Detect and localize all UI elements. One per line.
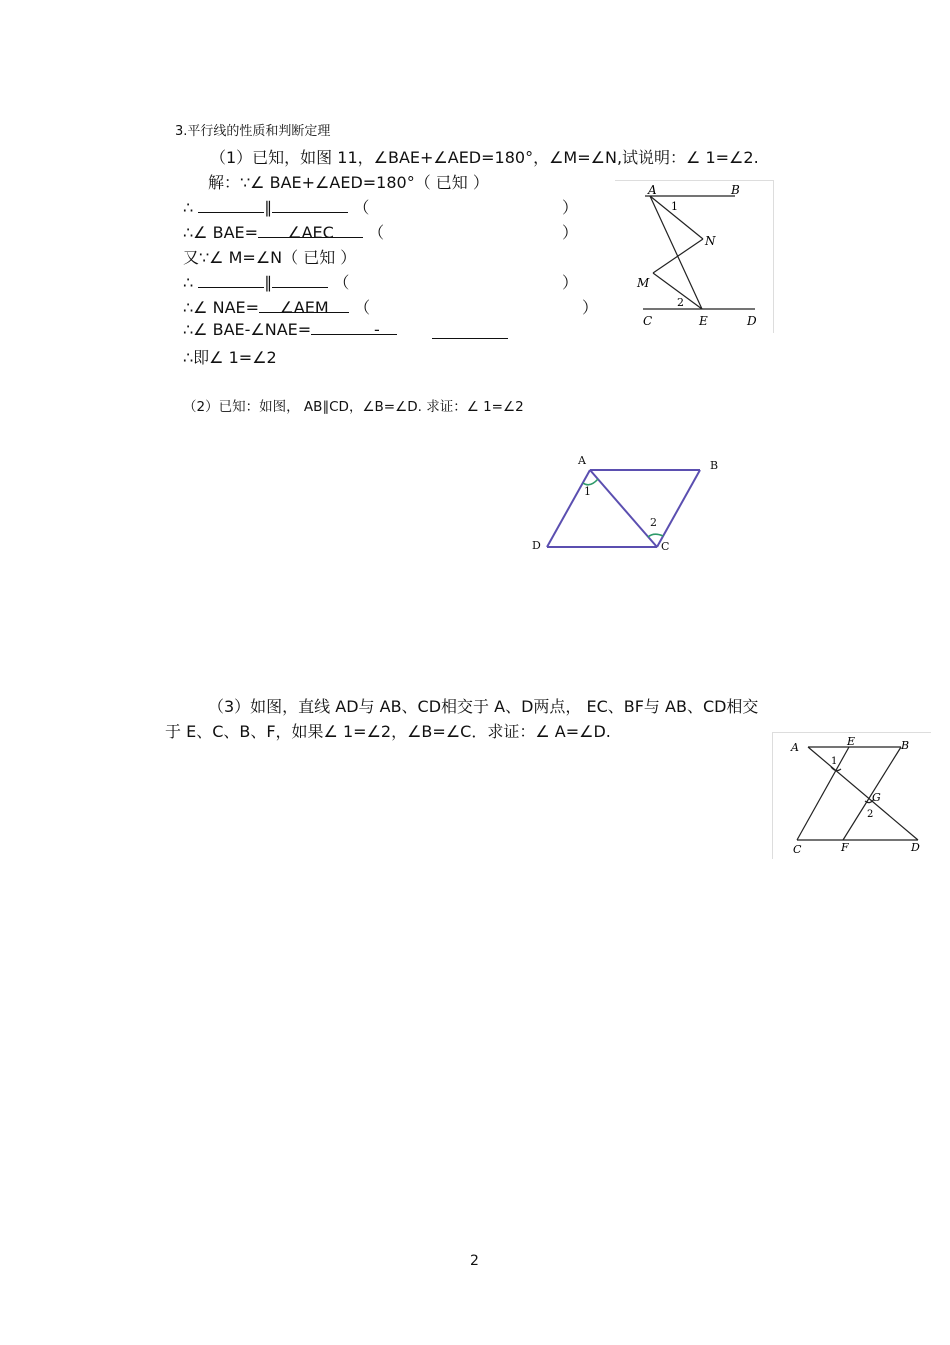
problem-1-step-6-blank-2 bbox=[432, 324, 508, 343]
label-B: B bbox=[901, 739, 910, 752]
problem-1-step-6 bbox=[183, 320, 397, 339]
problem-1-statement: （1）已知，如图 11，∠BAE+∠AED=180°，∠M=∠N,试说明：∠ 1=∠2. bbox=[210, 148, 759, 167]
reason-paren-close: ） bbox=[562, 273, 579, 292]
segment-nm bbox=[653, 239, 703, 273]
answer-blank[interactable] bbox=[198, 273, 264, 288]
angle-2-label: 2 bbox=[677, 296, 684, 309]
problem-1-step-3: 又∵∠ M=∠N（ 已知 ） bbox=[183, 248, 357, 267]
reason-paren-close: ） bbox=[582, 298, 599, 317]
problem-1-step-7: ∴即∠ 1=∠2 bbox=[183, 348, 277, 367]
reason-paren-close: ） bbox=[562, 223, 579, 242]
reason-paren-open: （ bbox=[368, 223, 385, 242]
reason-paren-open: （ bbox=[354, 298, 371, 317]
angle-2-label: 2 bbox=[867, 809, 874, 820]
label-F: F bbox=[841, 841, 849, 854]
label-M: M bbox=[637, 276, 650, 290]
angle-1-label: 1 bbox=[671, 200, 678, 213]
filled-answer[interactable]: ∠AEC bbox=[258, 223, 363, 238]
label-B: B bbox=[731, 183, 740, 197]
figure-parallelogram bbox=[520, 450, 730, 560]
angle-2-label: 2 bbox=[650, 516, 657, 529]
page-number: 2 bbox=[470, 1253, 479, 1269]
label-C: C bbox=[643, 314, 653, 328]
step-text: ∴∠ BAE-∠NAE= bbox=[183, 320, 312, 339]
label-G: G bbox=[872, 791, 881, 804]
label-C: C bbox=[661, 540, 670, 553]
problem-1-step-4 bbox=[183, 270, 349, 293]
figure-11 bbox=[615, 180, 774, 333]
answer-blank[interactable] bbox=[272, 198, 348, 213]
problem-1-step-5 bbox=[183, 295, 370, 318]
segment-ec bbox=[797, 747, 849, 840]
problem-1-step-2 bbox=[183, 220, 384, 243]
label-A: A bbox=[791, 741, 799, 754]
step-text: ∴∠ BAE= bbox=[183, 223, 259, 242]
label-D: D bbox=[747, 314, 757, 328]
label-A: A bbox=[578, 454, 586, 467]
reason-paren-close: ） bbox=[562, 198, 579, 217]
figure-11-drawing bbox=[615, 181, 773, 333]
problem-3-line-1: （3）如图，直线 AD与 AB、CD相交于 A、D两点， EC、BF与 AB、CD相交 bbox=[208, 697, 759, 716]
minus-sign: - bbox=[374, 320, 380, 339]
answer-blank[interactable] bbox=[272, 273, 328, 288]
problem-1-solution-head: 解：∵∠ BAE+∠AED=180°（ 已知 ） bbox=[208, 173, 489, 192]
problem-1-step-1 bbox=[183, 195, 369, 218]
filled-answer[interactable]: ∠AEM bbox=[259, 298, 349, 313]
parallel-symbol: ∥ bbox=[264, 198, 273, 217]
label-B: B bbox=[710, 459, 719, 472]
side-da bbox=[547, 470, 590, 547]
answer-blank[interactable] bbox=[432, 324, 508, 339]
answer-blank[interactable] bbox=[198, 198, 264, 213]
label-A: A bbox=[648, 183, 657, 197]
therefore-symbol: ∴ bbox=[183, 273, 194, 292]
label-N: N bbox=[705, 234, 716, 248]
section-title: 3.平行线的性质和判断定理 bbox=[175, 124, 331, 139]
problem-3-line-2: 于 E、C、B、F，如果∠ 1=∠2，∠B=∠C．求证：∠ A=∠D. bbox=[165, 722, 611, 741]
diagonal-ac bbox=[590, 470, 657, 547]
label-D: D bbox=[532, 539, 541, 552]
label-E: E bbox=[847, 735, 856, 748]
answer-blank[interactable] bbox=[311, 320, 397, 335]
label-C: C bbox=[793, 843, 802, 856]
side-bc bbox=[657, 470, 700, 547]
figure-problem-3-drawing bbox=[773, 733, 931, 859]
angle-1-label: 1 bbox=[584, 485, 591, 498]
reason-paren-open: （ bbox=[353, 198, 370, 217]
figure-problem-3 bbox=[772, 732, 931, 859]
step-text: ∴∠ NAE= bbox=[183, 298, 260, 317]
angle-2-arc bbox=[648, 534, 663, 537]
label-D: D bbox=[911, 841, 920, 854]
therefore-symbol: ∴ bbox=[183, 198, 194, 217]
problem-2-statement: （2）已知：如图， AB∥CD，∠B=∠D. 求证：∠ 1=∠2 bbox=[183, 399, 524, 415]
label-E: E bbox=[699, 314, 708, 328]
angle-1-label: 1 bbox=[831, 756, 838, 767]
line-ad bbox=[808, 747, 918, 840]
parallel-symbol: ∥ bbox=[264, 273, 273, 292]
reason-paren-open: （ bbox=[333, 273, 350, 292]
